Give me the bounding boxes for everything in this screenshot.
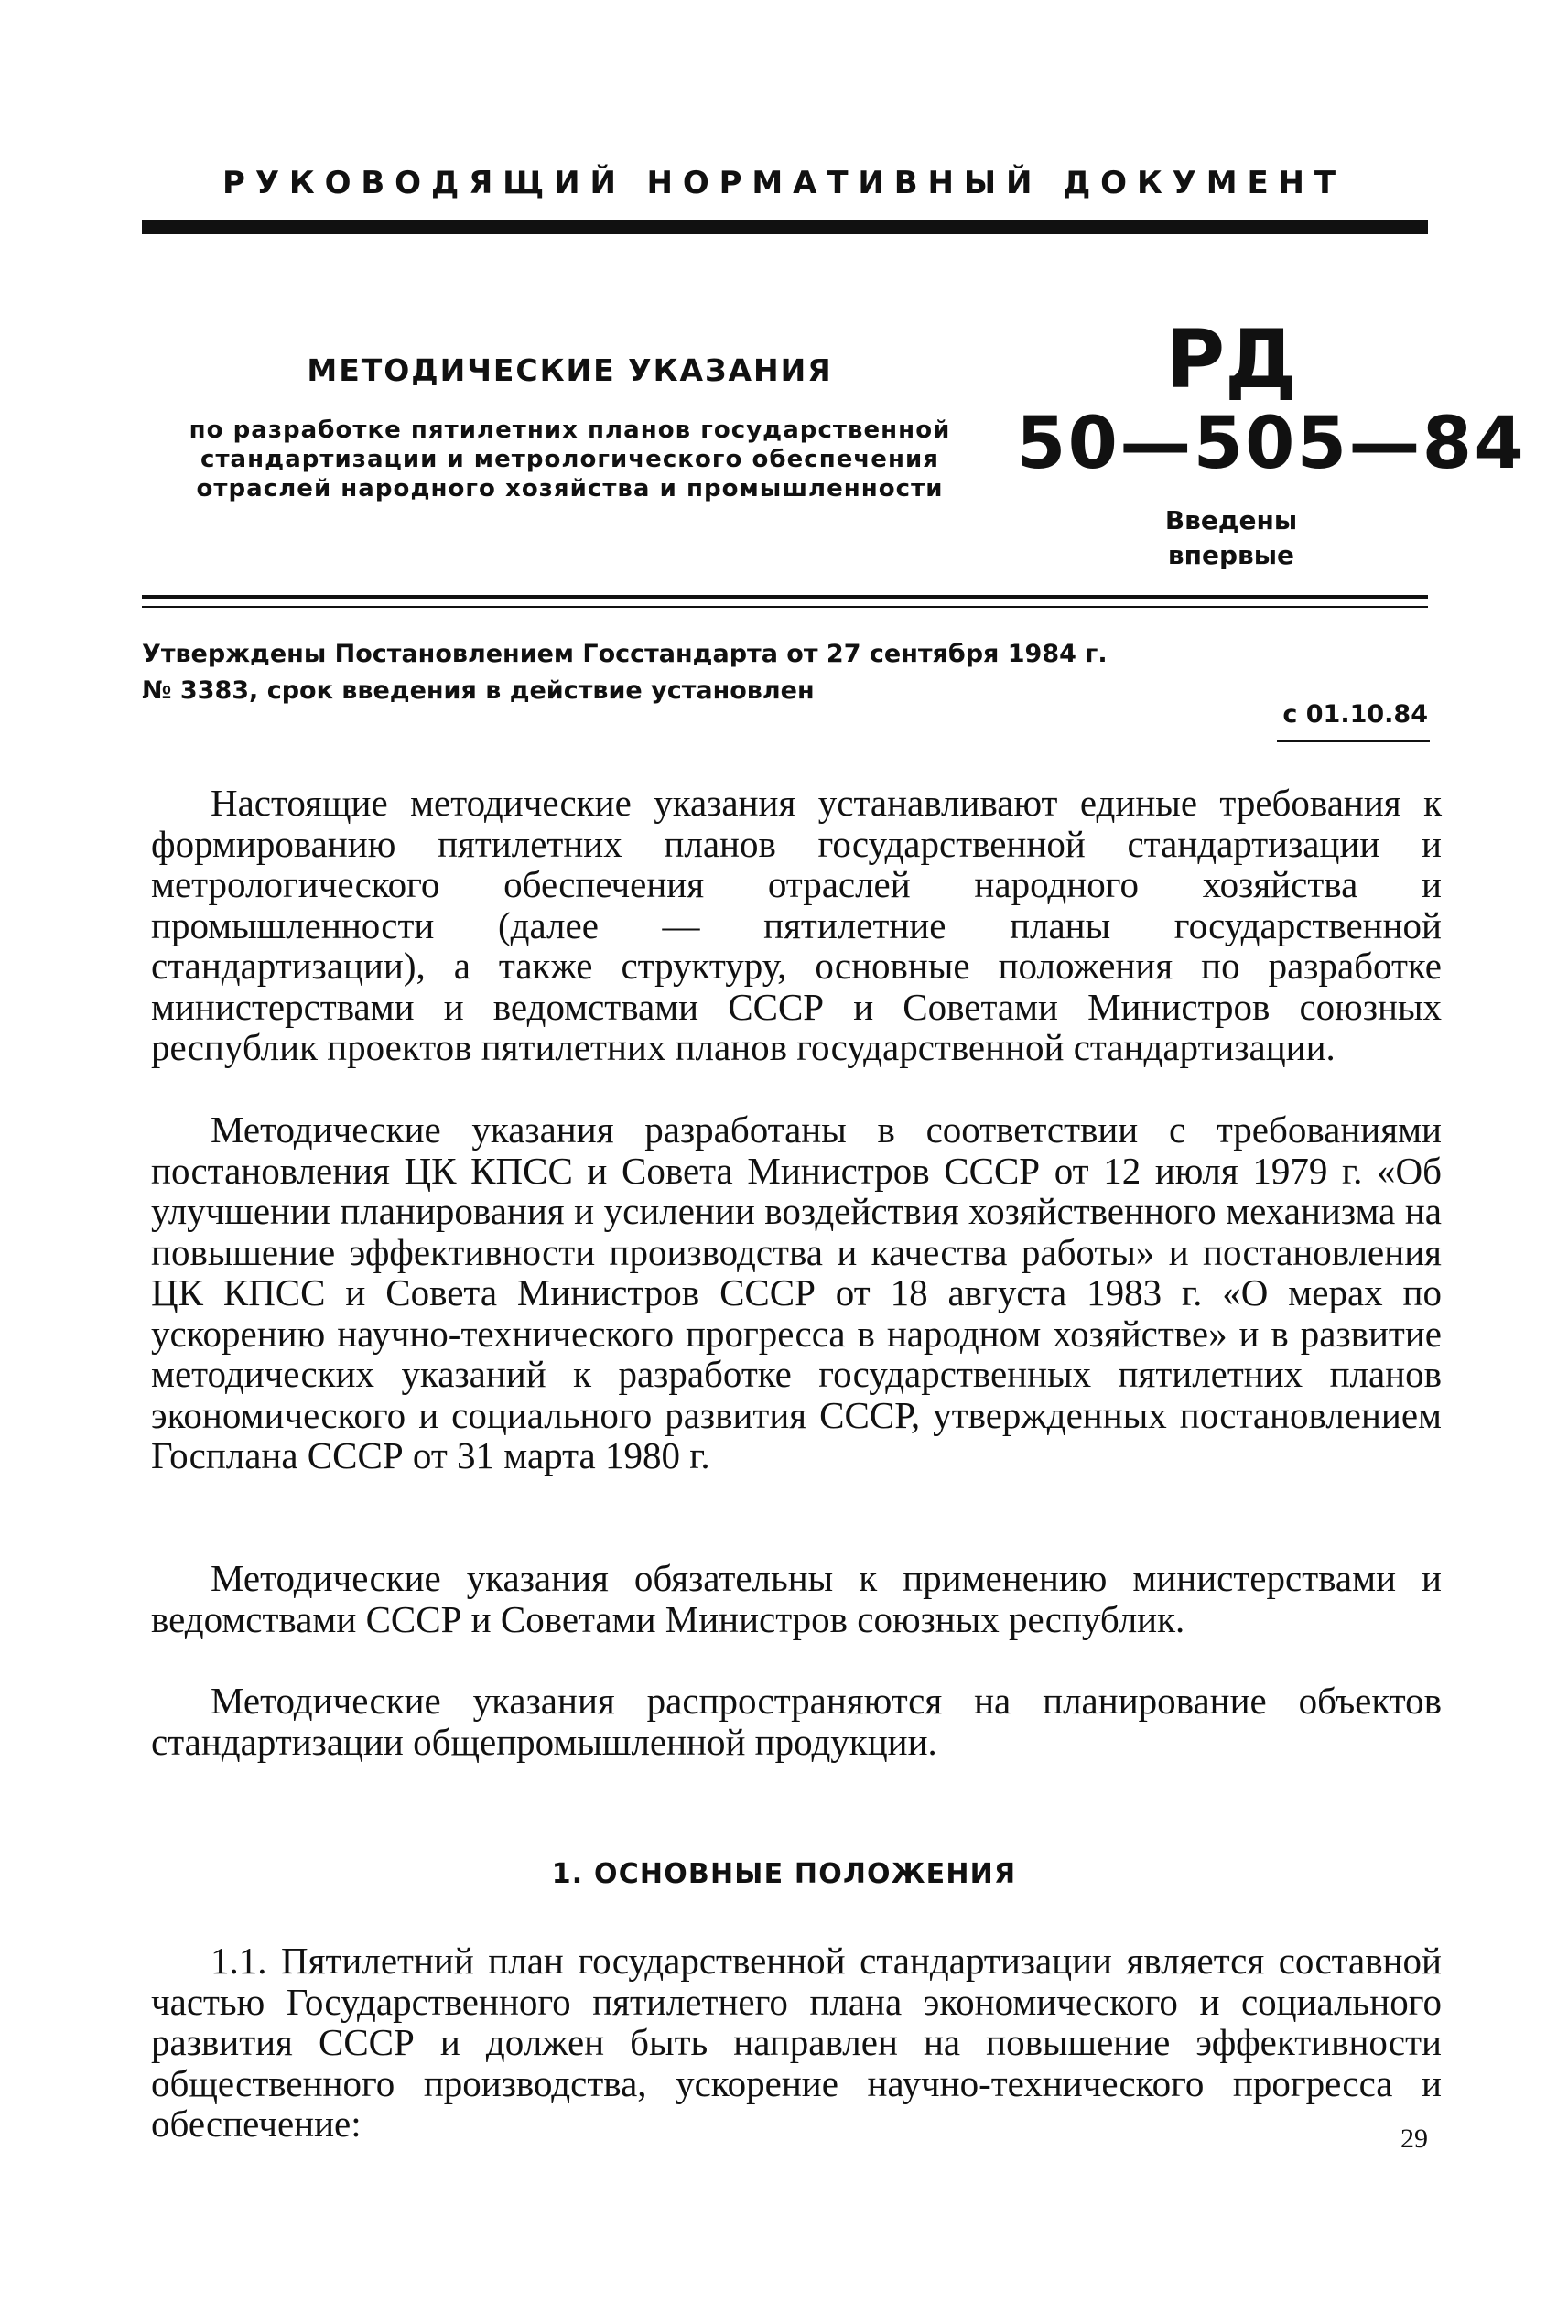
subtitle-line: стандартизации и метрологического обеспечения	[200, 446, 939, 473]
rd-number: 50—505—84	[1016, 403, 1526, 485]
body-paragraph: Методические указания разработаны в соответствии с требованиями постановления ЦК КПСС и Совета Министров СССР от 12 июля 1979 г. «Об улучшении планирования и усилении воздействия хозяйственного механизма на повышение эффективности производства и качества работы» и постановления ЦК КПСС и Совета Министров СССР от 18 августа 1983 г. «О мерах по ускорению научно-технического прогресса в народном хозяйстве» и в развитие методических указаний к разработке государственных пятилетних планов экономического и социального развития СССР, утвержденных постановлением Госплана СССР от 31 марта 1980 г.	[151, 1108, 1442, 1476]
approval-statement	[142, 636, 1428, 709]
approval-line: № 3383, срок введения в действие установлен	[142, 676, 815, 705]
body-paragraph: Настоящие методические указания устанавливают единые требования к формированию пятилетних планов государственной стандартизации и метрологического обеспечения отраслей народного хозяйства и промышленности (далее — пятилетние планы государственной стандартизации), а также структуру, основные положения по разработке министерствами и ведомствами СССР и Советами Министров союзных республик проектов пятилетних планов государственной стандартизации.	[151, 782, 1442, 1068]
document-designation	[1016, 312, 1526, 573]
section-heading: 1. ОСНОВНЫЕ ПОЛОЖЕНИЯ	[551, 1858, 1017, 1890]
divider-rule	[142, 595, 1428, 599]
page-number: 29	[1400, 2124, 1428, 2154]
introduction-note-line: Введены	[1164, 505, 1298, 535]
document-title: МЕТОДИЧЕСКИЕ УКАЗАНИЯ	[307, 352, 833, 388]
header-rule	[142, 220, 1428, 234]
subtitle-line: отраслей народного хозяйства и промышленности	[196, 475, 944, 503]
subtitle-line: по разработке пятилетних планов государственной	[189, 416, 951, 444]
approval-line: Утверждены Постановлением Госстандарта от 27 сентября 1984 г.	[142, 640, 1108, 668]
divider-rule	[142, 606, 1428, 608]
document-type-header: РУКОВОДЯЩИЙ НОРМАТИВНЫЙ ДОКУМЕНТ	[222, 165, 1346, 201]
section-paragraph: 1.1. Пятилетний план государственной стандартизации является составной частью Государственного пятилетнего плана экономического и социального развития СССР и должен быть направлен на повышение эффективности общественного производства, ускорение научно-технического прогресса и обеспечение:	[151, 1940, 1442, 2145]
effective-date-underline	[1277, 740, 1430, 742]
rd-label: РД	[1165, 312, 1297, 406]
introduction-note-line: впервые	[1167, 540, 1295, 570]
introduction-note	[1016, 503, 1446, 573]
body-paragraph: Методические указания обязательны к применению министерствами и ведомствами СССР и Советами Министров союзных республик.	[151, 1557, 1442, 1640]
effective-date: с 01.10.84	[1282, 700, 1428, 729]
body-paragraph: Методические указания распространяются на планирование объектов стандартизации общепромышленной продукции.	[151, 1680, 1442, 1763]
title-block	[142, 352, 998, 503]
